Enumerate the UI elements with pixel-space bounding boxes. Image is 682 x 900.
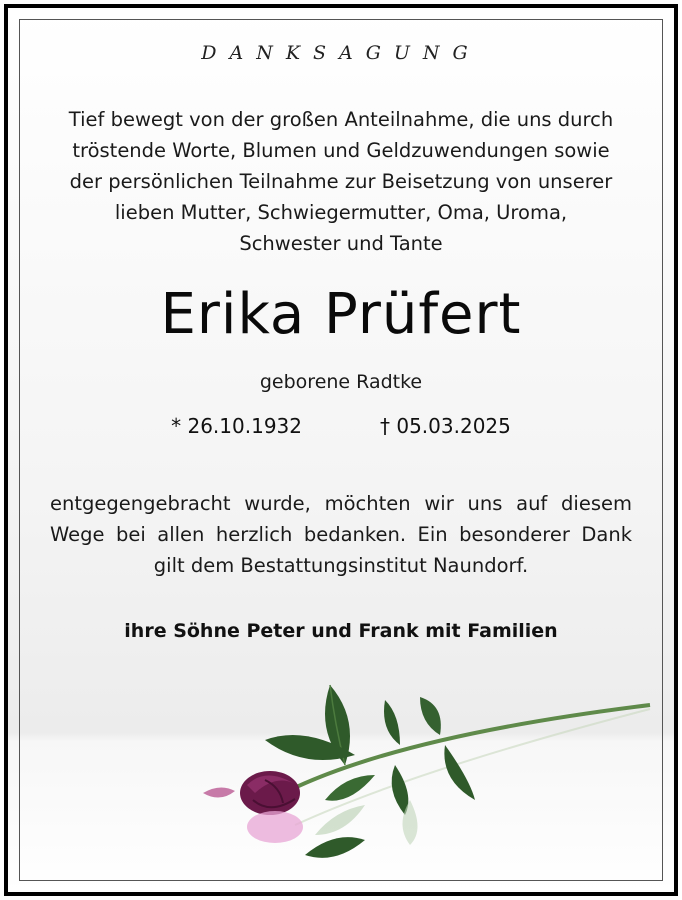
intro-line: Tief bewegt von der großen Anteilnahme, die uns durch	[68, 108, 614, 131]
leaf-icon	[384, 700, 400, 745]
intro-line: Schwester und Tante	[239, 232, 443, 255]
heading: DANKSAGUNG	[201, 42, 481, 64]
fallen-leaf-icon	[305, 837, 365, 858]
intro-line: lieben Mutter, Schwiegermutter, Oma, Uroma,	[114, 201, 568, 224]
closing-line: Wege bei allen herzlich bedanken. Ein besonderer Dank	[50, 523, 632, 546]
birth-date: * 26.10.1932	[171, 414, 302, 438]
rose-illustration	[195, 675, 655, 875]
leaf-icon	[420, 697, 441, 735]
petal-icon	[203, 787, 235, 797]
intro-text	[40, 104, 642, 259]
closing-line: gilt dem Bestattungsinstitut Naundorf.	[153, 554, 529, 577]
intro-line: tröstende Worte, Blumen und Geldzuwendungen sowie	[72, 139, 610, 162]
death-date: † 05.03.2025	[380, 414, 511, 438]
intro-line: der persönlichen Teilnahme zur Beisetzung von unserer	[69, 170, 613, 193]
birth-name: geborene Radtke	[259, 371, 423, 393]
deceased-name: Erika Prüfert	[160, 282, 522, 347]
leaf-icon	[444, 745, 475, 800]
leaf-icon	[325, 775, 375, 801]
closing-line: entgegengebracht wurde, möchten wir uns auf diesem	[50, 492, 632, 515]
closing-text	[50, 488, 632, 581]
signature: ihre Söhne Peter und Frank mit Familien	[124, 620, 558, 642]
leaf-icon	[392, 765, 409, 815]
life-dates	[0, 414, 682, 438]
